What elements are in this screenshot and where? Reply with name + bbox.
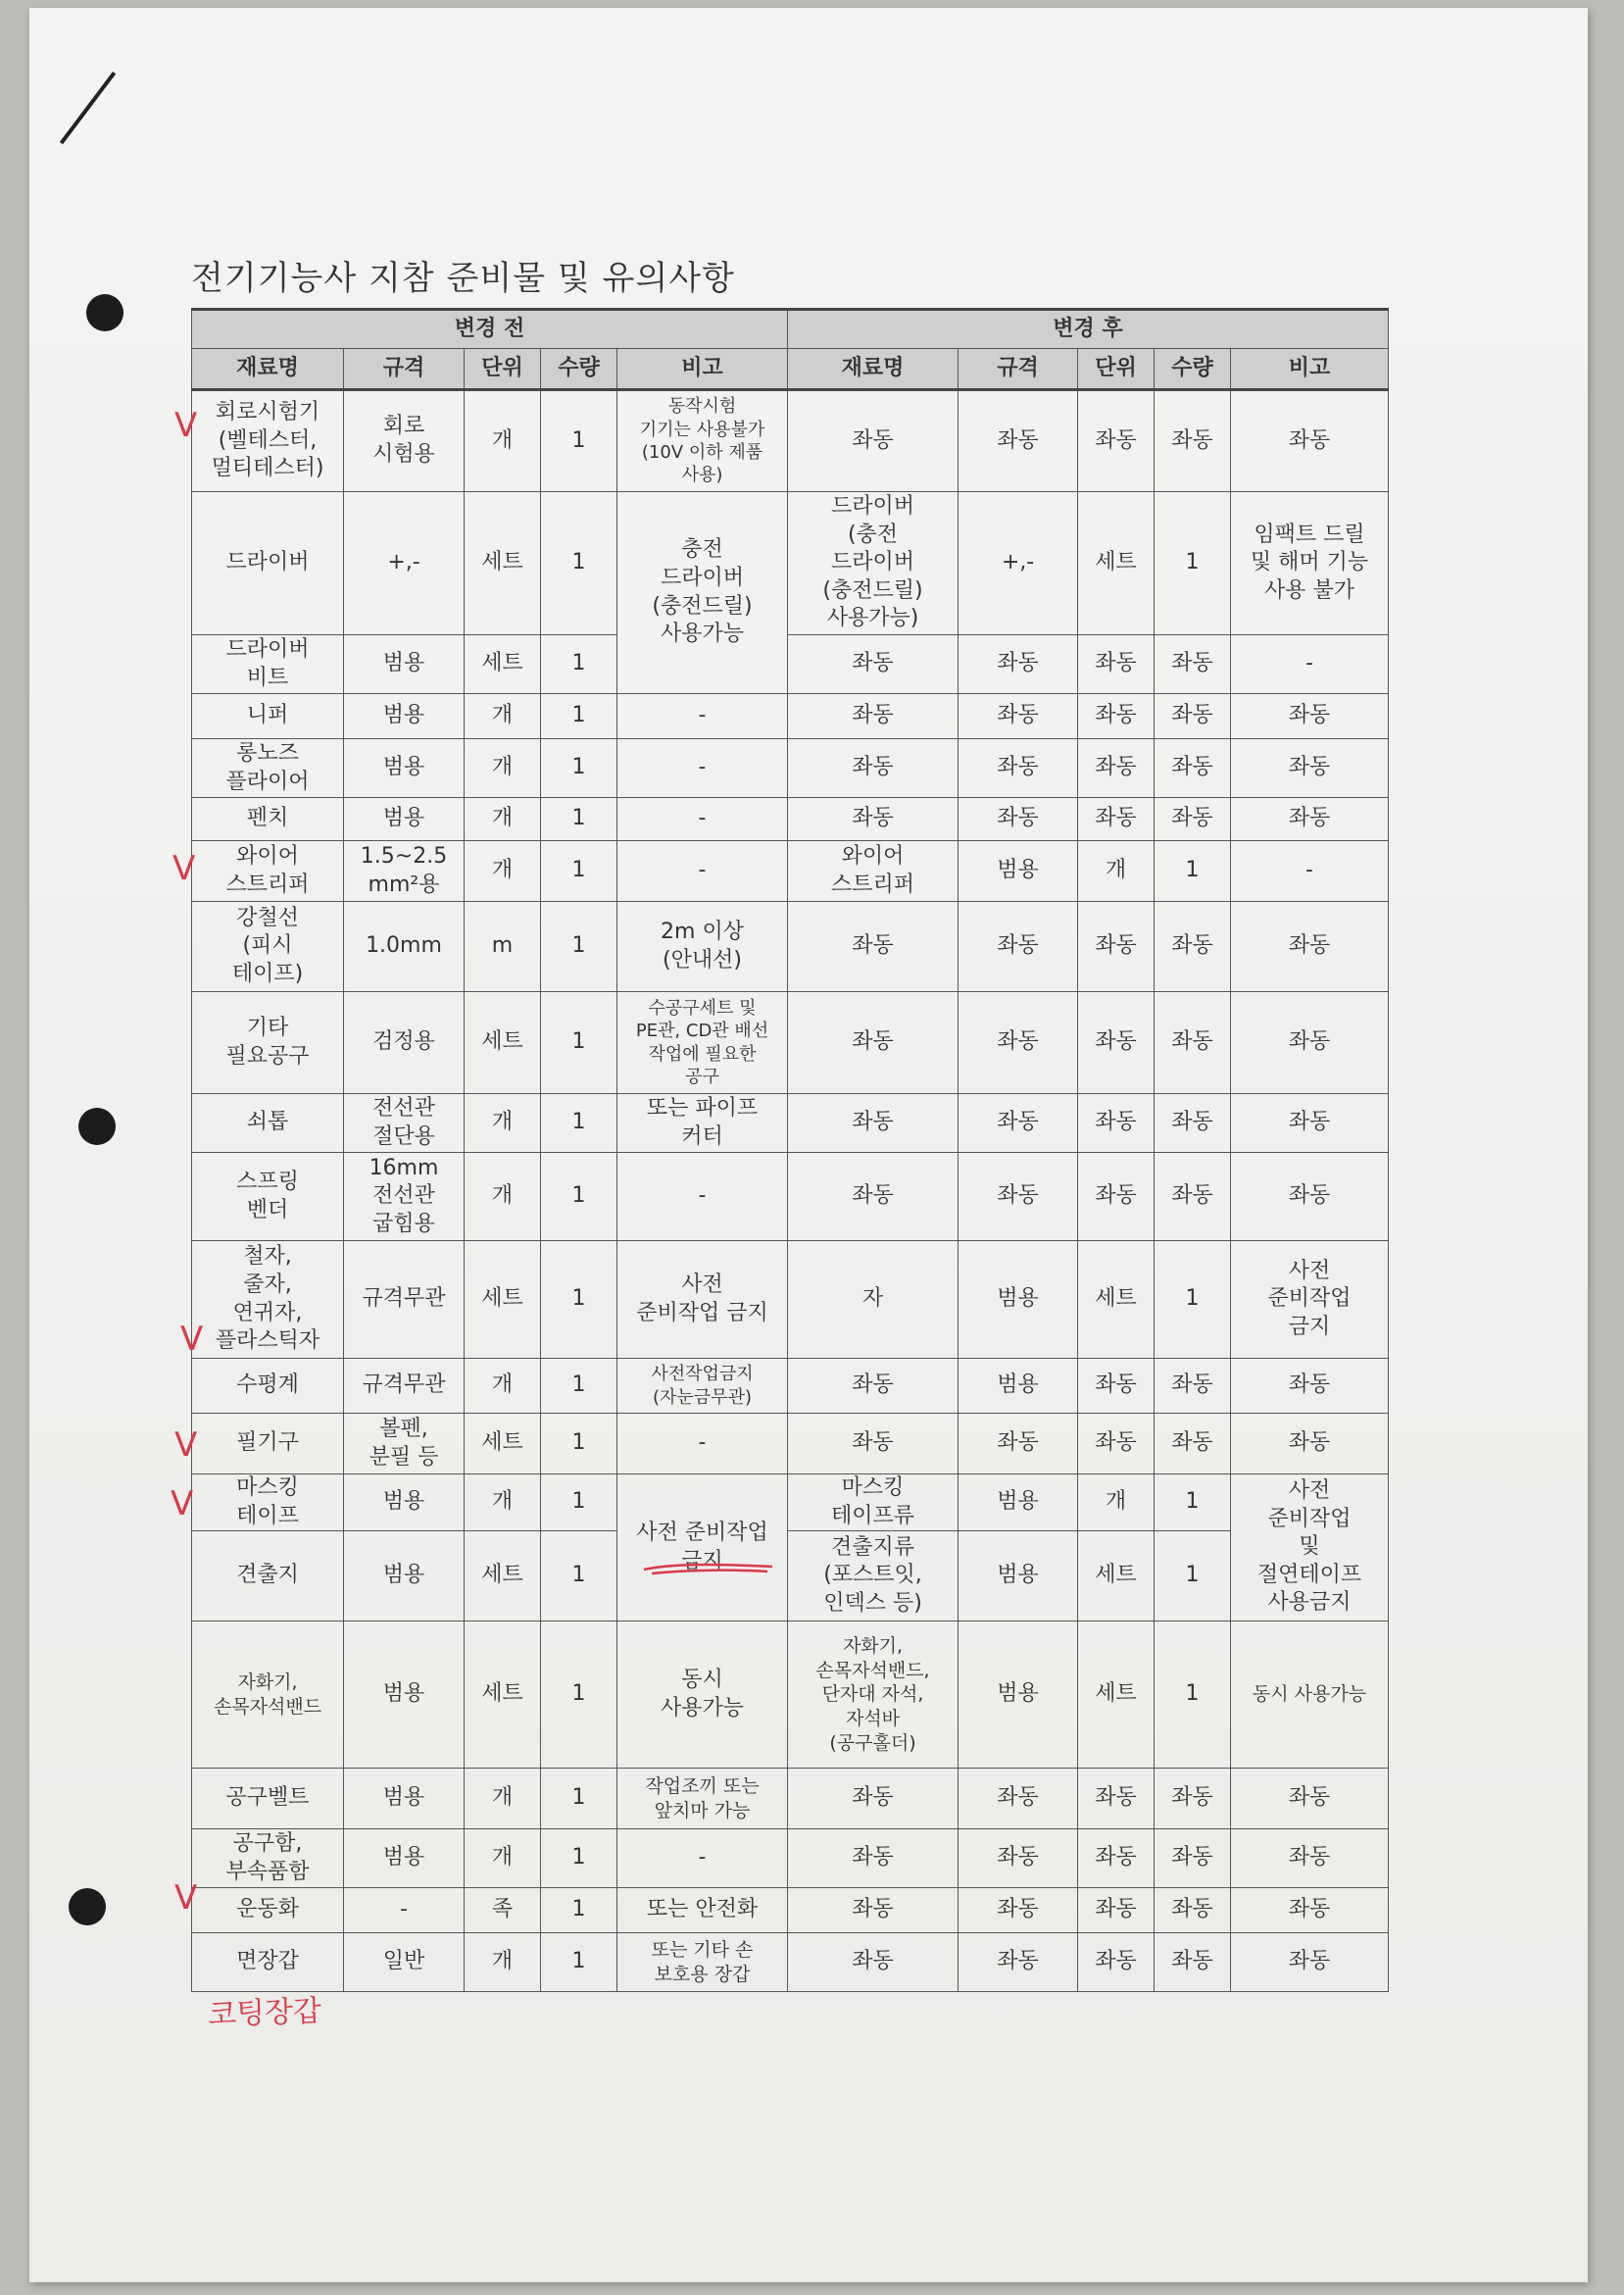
after-name: 좌동 <box>788 739 959 798</box>
item-note: - <box>617 1829 788 1888</box>
after-note: 좌동 <box>1231 1769 1389 1829</box>
after-qty: 좌동 <box>1155 1414 1231 1474</box>
item-unit: 세트 <box>465 1621 541 1769</box>
after-qty: 좌동 <box>1155 390 1231 492</box>
col-header-note: 비고 <box>617 349 788 390</box>
table-row <box>192 902 1389 992</box>
check-mark-icon: V <box>172 849 196 888</box>
after-name: 좌동 <box>788 798 959 841</box>
item-spec: 규격무관 <box>344 1241 465 1359</box>
after-qty: 좌동 <box>1155 694 1231 739</box>
item-note: 2m 이상 (안내선) <box>617 902 788 992</box>
after-name: 드라이버 (충전 드라이버 (충전드릴) 사용가능) <box>788 492 959 635</box>
item-name: 필기구 <box>192 1414 344 1474</box>
item-name: 니퍼 <box>192 694 344 739</box>
item-qty: 1 <box>541 1094 617 1153</box>
after-name: 좌동 <box>788 1888 959 1933</box>
after-unit: 개 <box>1078 1474 1155 1531</box>
handwritten-gloves-note: 코팅장갑 <box>207 1993 322 2033</box>
after-note: 좌동 <box>1231 902 1389 992</box>
table-row <box>192 635 1389 694</box>
after-note: 임팩트 드릴 및 해머 기능 사용 불가 <box>1231 492 1389 635</box>
item-name: 회로시험기 (벨테스터, 멀티테스터) <box>192 390 344 492</box>
table-row <box>192 1531 1389 1621</box>
item-qty: 1 <box>541 1474 617 1531</box>
item-spec: 1.5~2.5 mm²용 <box>344 841 465 902</box>
item-qty: 1 <box>541 841 617 902</box>
table-row <box>192 992 1389 1094</box>
item-spec: 범용 <box>344 1621 465 1769</box>
item-note: - <box>617 798 788 841</box>
item-unit: 세트 <box>465 1414 541 1474</box>
item-qty: 1 <box>541 902 617 992</box>
after-spec: 좌동 <box>959 390 1078 492</box>
after-spec: 좌동 <box>959 992 1078 1094</box>
item-note: - <box>617 1153 788 1241</box>
item-name: 강철선 (피시 테이프) <box>192 902 344 992</box>
item-spec: 회로 시험용 <box>344 390 465 492</box>
item-note: 사전 준비작업 금지 <box>617 1241 788 1359</box>
item-name: 수평계 <box>192 1359 344 1414</box>
after-qty: 좌동 <box>1155 1888 1231 1933</box>
item-name: 면장갑 <box>192 1933 344 1992</box>
check-mark-icon: V <box>174 1425 198 1465</box>
col-header-spec: 규격 <box>344 349 465 390</box>
item-qty: 1 <box>541 492 617 635</box>
after-note: 좌동 <box>1231 992 1389 1094</box>
item-qty: 1 <box>541 992 617 1094</box>
after-unit: 좌동 <box>1078 902 1155 992</box>
after-qty: 좌동 <box>1155 1153 1231 1241</box>
after-qty: 좌동 <box>1155 1359 1231 1414</box>
item-unit: 개 <box>465 1359 541 1414</box>
binder-hole-icon <box>78 1108 116 1145</box>
after-qty: 좌동 <box>1155 635 1231 694</box>
after-spec: 좌동 <box>959 1153 1078 1241</box>
item-name: 펜치 <box>192 798 344 841</box>
item-note: - <box>617 739 788 798</box>
item-qty: 1 <box>541 1829 617 1888</box>
item-spec: 범용 <box>344 1474 465 1531</box>
after-spec: 범용 <box>959 841 1078 902</box>
item-unit: 세트 <box>465 635 541 694</box>
after-unit: 좌동 <box>1078 1153 1155 1241</box>
after-unit: 좌동 <box>1078 798 1155 841</box>
after-name: 좌동 <box>788 1769 959 1829</box>
after-note: 좌동 <box>1231 1888 1389 1933</box>
after-qty: 좌동 <box>1155 902 1231 992</box>
after-name: 좌동 <box>788 390 959 492</box>
after-note: 좌동 <box>1231 739 1389 798</box>
group-header-after: 변경 후 <box>788 310 1389 349</box>
after-qty: 1 <box>1155 1241 1231 1359</box>
after-unit: 세트 <box>1078 1241 1155 1359</box>
col-header-spec-after: 규격 <box>959 349 1078 390</box>
item-qty: 1 <box>541 1241 617 1359</box>
item-unit: 개 <box>465 1829 541 1888</box>
table-row <box>192 1888 1389 1933</box>
after-note: 좌동 <box>1231 1829 1389 1888</box>
item-name: 와이어 스트리퍼 <box>192 841 344 902</box>
after-qty: 좌동 <box>1155 1933 1231 1992</box>
page-title: 전기기능사 지참 준비물 및 유의사항 <box>191 259 735 298</box>
item-spec: 범용 <box>344 798 465 841</box>
table-row <box>192 841 1389 902</box>
table-row <box>192 1769 1389 1829</box>
item-note: 동시 사용가능 <box>617 1621 788 1769</box>
item-spec: 범용 <box>344 1769 465 1829</box>
item-note: 사전 준비작업 금지 <box>617 1474 788 1621</box>
item-unit: 개 <box>465 390 541 492</box>
table-row <box>192 694 1389 739</box>
after-qty: 좌동 <box>1155 798 1231 841</box>
item-qty: 1 <box>541 1531 617 1621</box>
item-unit: 개 <box>465 841 541 902</box>
item-unit: 세트 <box>465 1531 541 1621</box>
after-unit: 좌동 <box>1078 1414 1155 1474</box>
after-name: 좌동 <box>788 1094 959 1153</box>
col-header-note-after: 비고 <box>1231 349 1389 390</box>
item-name: 기타 필요공구 <box>192 992 344 1094</box>
after-unit: 좌동 <box>1078 992 1155 1094</box>
col-header-unit-after: 단위 <box>1078 349 1155 390</box>
after-note: 좌동 <box>1231 1933 1389 1992</box>
red-underline-icon <box>642 1562 774 1575</box>
after-spec: 좌동 <box>959 1094 1078 1153</box>
item-unit: 족 <box>465 1888 541 1933</box>
item-name: 드라이버 비트 <box>192 635 344 694</box>
item-note: 작업조끼 또는 앞치마 가능 <box>617 1769 788 1829</box>
table-row <box>192 1359 1389 1414</box>
check-mark-icon: V <box>171 1484 194 1523</box>
table-row <box>192 1621 1389 1769</box>
item-unit: 개 <box>465 798 541 841</box>
after-qty: 좌동 <box>1155 1829 1231 1888</box>
item-name: 스프링 벤더 <box>192 1153 344 1241</box>
col-header-qty: 수량 <box>541 349 617 390</box>
after-spec: 범용 <box>959 1241 1078 1359</box>
after-qty: 1 <box>1155 1621 1231 1769</box>
col-header-name-after: 재료명 <box>788 349 959 390</box>
item-unit: 개 <box>465 1153 541 1241</box>
item-spec: 범용 <box>344 694 465 739</box>
check-mark-icon: V <box>174 1878 198 1918</box>
item-unit: 세트 <box>465 1241 541 1359</box>
after-unit: 개 <box>1078 841 1155 902</box>
item-unit: 개 <box>465 1474 541 1531</box>
item-spec: +,- <box>344 492 465 635</box>
after-spec: 좌동 <box>959 635 1078 694</box>
after-name: 좌동 <box>788 1933 959 1992</box>
after-spec: 좌동 <box>959 1829 1078 1888</box>
after-name: 좌동 <box>788 992 959 1094</box>
item-name: 롱노즈 플라이어 <box>192 739 344 798</box>
after-qty: 좌동 <box>1155 992 1231 1094</box>
item-name: 공구벨트 <box>192 1769 344 1829</box>
table-row <box>192 390 1389 492</box>
after-qty: 1 <box>1155 492 1231 635</box>
item-name: 견출지 <box>192 1531 344 1621</box>
col-header-qty-after: 수량 <box>1155 349 1231 390</box>
after-unit: 세트 <box>1078 1531 1155 1621</box>
after-note: 좌동 <box>1231 1153 1389 1241</box>
col-header-name: 재료명 <box>192 349 344 390</box>
after-qty: 1 <box>1155 841 1231 902</box>
after-spec: 좌동 <box>959 1769 1078 1829</box>
check-mark-icon: V <box>180 1320 204 1359</box>
item-unit: 개 <box>465 694 541 739</box>
item-unit: 세트 <box>465 492 541 635</box>
after-unit: 좌동 <box>1078 1888 1155 1933</box>
table-row <box>192 1094 1389 1153</box>
item-note: 사전작업금지 (자눈금무관) <box>617 1359 788 1414</box>
item-name: 드라이버 <box>192 492 344 635</box>
after-spec: 좌동 <box>959 1888 1078 1933</box>
after-note: - <box>1231 841 1389 902</box>
item-qty: 1 <box>541 1769 617 1829</box>
after-spec: 범용 <box>959 1359 1078 1414</box>
item-qty: 1 <box>541 694 617 739</box>
after-note: 좌동 <box>1231 1359 1389 1414</box>
item-spec: - <box>344 1888 465 1933</box>
item-name: 철자, 줄자, 연귀자, 플라스틱자 <box>192 1241 344 1359</box>
after-name: 좌동 <box>788 1414 959 1474</box>
after-unit: 좌동 <box>1078 635 1155 694</box>
col-header-unit: 단위 <box>465 349 541 390</box>
item-name: 쇠톱 <box>192 1094 344 1153</box>
item-unit: 개 <box>465 1933 541 1992</box>
item-qty: 1 <box>541 1359 617 1414</box>
after-spec: 좌동 <box>959 902 1078 992</box>
item-qty: 1 <box>541 635 617 694</box>
item-name: 자화기, 손목자석밴드 <box>192 1621 344 1769</box>
item-unit: 개 <box>465 739 541 798</box>
item-note: - <box>617 694 788 739</box>
group-header-before: 변경 전 <box>192 310 788 349</box>
after-spec: +,- <box>959 492 1078 635</box>
after-name: 좌동 <box>788 1359 959 1414</box>
item-spec: 전선관 절단용 <box>344 1094 465 1153</box>
binder-hole-icon <box>69 1888 106 1925</box>
item-spec: 16mm 전선관 굽힘용 <box>344 1153 465 1241</box>
table-row <box>192 798 1389 841</box>
after-note: 좌동 <box>1231 798 1389 841</box>
item-note: - <box>617 841 788 902</box>
after-name: 마스킹 테이프류 <box>788 1474 959 1531</box>
after-unit: 세트 <box>1078 492 1155 635</box>
check-mark-icon: V <box>174 406 198 445</box>
item-spec: 검정용 <box>344 992 465 1094</box>
after-note: 좌동 <box>1231 1094 1389 1153</box>
item-spec: 1.0mm <box>344 902 465 992</box>
after-note: - <box>1231 635 1389 694</box>
after-unit: 좌동 <box>1078 1359 1155 1414</box>
after-note: 좌동 <box>1231 694 1389 739</box>
item-qty: 1 <box>541 1153 617 1241</box>
item-spec: 범용 <box>344 1531 465 1621</box>
after-name: 자화기, 손목자석밴드, 단자대 자석, 자석바 (공구홀더) <box>788 1621 959 1769</box>
after-unit: 좌동 <box>1078 390 1155 492</box>
after-qty: 좌동 <box>1155 739 1231 798</box>
item-name: 공구함, 부속품함 <box>192 1829 344 1888</box>
after-name: 좌동 <box>788 1829 959 1888</box>
item-unit: 개 <box>465 1769 541 1829</box>
after-note: 사전 준비작업 및 절연테이프 사용금지 <box>1231 1474 1389 1621</box>
after-note: 좌동 <box>1231 1414 1389 1474</box>
after-unit: 좌동 <box>1078 1933 1155 1992</box>
after-name: 좌동 <box>788 635 959 694</box>
after-unit: 좌동 <box>1078 1769 1155 1829</box>
after-name: 견출지류 (포스트잇, 인덱스 등) <box>788 1531 959 1621</box>
item-spec: 범용 <box>344 1829 465 1888</box>
item-qty: 1 <box>541 1621 617 1769</box>
table-row <box>192 1241 1389 1359</box>
item-unit: m <box>465 902 541 992</box>
after-note: 사전 준비작업 금지 <box>1231 1241 1389 1359</box>
after-unit: 좌동 <box>1078 1829 1155 1888</box>
item-note: 또는 기타 손 보호용 장갑 <box>617 1933 788 1992</box>
item-qty: 1 <box>541 798 617 841</box>
after-name: 좌동 <box>788 902 959 992</box>
item-spec: 범용 <box>344 635 465 694</box>
item-qty: 1 <box>541 739 617 798</box>
after-name: 좌동 <box>788 1153 959 1241</box>
after-name: 좌동 <box>788 694 959 739</box>
after-qty: 1 <box>1155 1474 1231 1531</box>
table-row <box>192 1829 1389 1888</box>
item-note: 동작시험 기기는 사용불가 (10V 이하 제품 사용) <box>617 390 788 492</box>
item-name: 마스킹 테이프 <box>192 1474 344 1531</box>
item-note: - <box>617 1414 788 1474</box>
after-qty: 좌동 <box>1155 1769 1231 1829</box>
table-row <box>192 492 1389 635</box>
after-qty: 좌동 <box>1155 1094 1231 1153</box>
item-spec: 범용 <box>344 739 465 798</box>
item-unit: 개 <box>465 1094 541 1153</box>
after-note: 동시 사용가능 <box>1231 1621 1389 1769</box>
after-spec: 범용 <box>959 1474 1078 1531</box>
after-unit: 세트 <box>1078 1621 1155 1769</box>
table-row <box>192 1474 1389 1531</box>
after-unit: 좌동 <box>1078 1094 1155 1153</box>
table-row <box>192 1153 1389 1241</box>
after-spec: 좌동 <box>959 1933 1078 1992</box>
binder-hole-icon <box>86 294 123 331</box>
after-name: 와이어 스트리퍼 <box>788 841 959 902</box>
after-name: 자 <box>788 1241 959 1359</box>
after-note: 좌동 <box>1231 390 1389 492</box>
after-spec: 범용 <box>959 1531 1078 1621</box>
item-note: 또는 안전화 <box>617 1888 788 1933</box>
item-note: 또는 파이프 커터 <box>617 1094 788 1153</box>
materials-table-wrapper <box>191 308 1389 1992</box>
materials-table <box>191 308 1389 1992</box>
table-row <box>192 739 1389 798</box>
item-unit: 세트 <box>465 992 541 1094</box>
item-note: 수공구세트 및 PE관, CD관 배선 작업에 필요한 공구 <box>617 992 788 1094</box>
item-spec: 볼펜, 분필 등 <box>344 1414 465 1474</box>
item-spec: 규격무관 <box>344 1359 465 1414</box>
after-spec: 좌동 <box>959 739 1078 798</box>
item-name: 운동화 <box>192 1888 344 1933</box>
after-spec: 범용 <box>959 1621 1078 1769</box>
after-spec: 좌동 <box>959 694 1078 739</box>
item-spec: 일반 <box>344 1933 465 1992</box>
item-qty: 1 <box>541 1888 617 1933</box>
item-qty: 1 <box>541 1414 617 1474</box>
item-note: 충전 드라이버 (충전드릴) 사용가능 <box>617 492 788 694</box>
table-row <box>192 1414 1389 1474</box>
after-unit: 좌동 <box>1078 739 1155 798</box>
after-spec: 좌동 <box>959 1414 1078 1474</box>
after-unit: 좌동 <box>1078 694 1155 739</box>
table-row <box>192 1933 1389 1992</box>
item-qty: 1 <box>541 390 617 492</box>
item-qty: 1 <box>541 1933 617 1992</box>
after-spec: 좌동 <box>959 798 1078 841</box>
after-qty: 1 <box>1155 1531 1231 1621</box>
pen-stroke-icon <box>60 72 116 144</box>
